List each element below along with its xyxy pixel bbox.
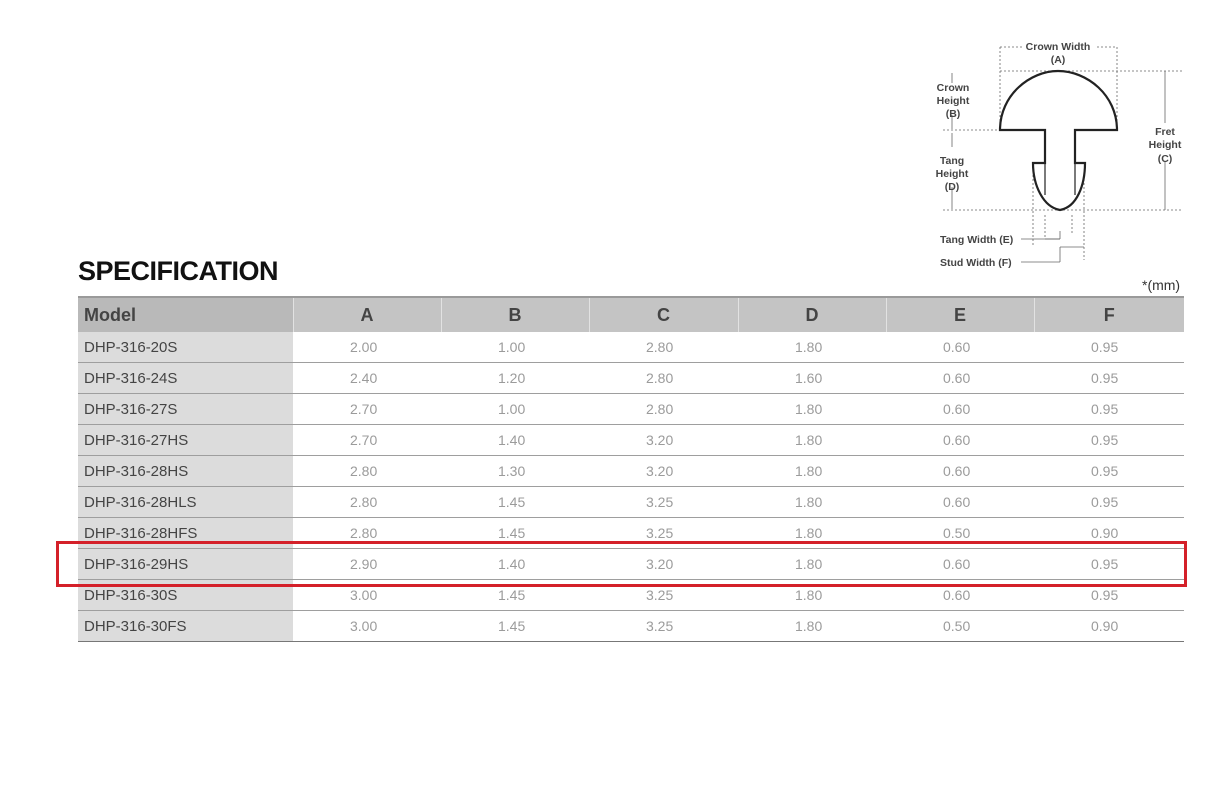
value-cell: 3.25: [589, 487, 738, 518]
fret-height-code: (C): [1157, 153, 1173, 165]
crown-height-label-2: Height: [936, 95, 970, 107]
value-cell: 0.60: [886, 487, 1034, 518]
table-row: [78, 425, 1184, 456]
highlighted-row-outline: [56, 541, 1187, 587]
value-cell: 1.45: [441, 518, 589, 549]
value-cell: 3.20: [589, 425, 738, 456]
crown-width-code: (A): [1050, 54, 1066, 66]
value-cell: 0.95: [1034, 456, 1184, 487]
value-cell: 0.90: [1034, 611, 1184, 642]
model-cell: DHP-316-20S: [78, 332, 293, 363]
value-cell: 0.95: [1034, 487, 1184, 518]
value-cell: 1.80: [738, 394, 886, 425]
value-cell: 1.60: [738, 363, 886, 394]
value-cell: 0.95: [1034, 332, 1184, 363]
model-cell: DHP-316-28HS: [78, 456, 293, 487]
fret-shape: [1000, 71, 1117, 210]
model-cell: DHP-316-30S: [78, 580, 293, 611]
value-cell: 0.60: [886, 332, 1034, 363]
value-cell: 1.45: [441, 487, 589, 518]
value-cell: 1.80: [738, 456, 886, 487]
value-cell: 0.95: [1034, 549, 1184, 580]
value-cell: 3.25: [589, 611, 738, 642]
table-row: [78, 363, 1184, 394]
crown-width-label: Crown Width: [1025, 41, 1091, 53]
model-cell: DHP-316-27HS: [78, 425, 293, 456]
value-cell: 2.70: [293, 394, 441, 425]
value-cell: 1.00: [441, 394, 589, 425]
crown-height-label-1: Crown: [936, 82, 970, 94]
table-row: [78, 611, 1184, 642]
model-cell: DHP-316-29HS: [78, 549, 293, 580]
value-cell: 1.80: [738, 518, 886, 549]
model-cell: DHP-316-28HFS: [78, 518, 293, 549]
value-cell: 0.60: [886, 456, 1034, 487]
value-cell: 1.40: [441, 549, 589, 580]
model-cell: DHP-316-24S: [78, 363, 293, 394]
value-cell: 1.00: [441, 332, 589, 363]
value-cell: 2.00: [293, 332, 441, 363]
header-a: A: [293, 297, 441, 332]
value-cell: 1.80: [738, 487, 886, 518]
value-cell: 3.00: [293, 611, 441, 642]
header-f: F: [1034, 297, 1184, 332]
fret-height-label-1: Fret: [1155, 126, 1175, 138]
value-cell: 2.80: [293, 456, 441, 487]
tang-height-label-2: Height: [935, 168, 969, 180]
value-cell: 0.60: [886, 394, 1034, 425]
value-cell: 0.60: [886, 363, 1034, 394]
model-cell: DHP-316-28HLS: [78, 487, 293, 518]
value-cell: 1.80: [738, 425, 886, 456]
value-cell: 3.20: [589, 549, 738, 580]
value-cell: 0.60: [886, 425, 1034, 456]
value-cell: 2.40: [293, 363, 441, 394]
table-body: [78, 332, 1184, 642]
value-cell: 1.80: [738, 332, 886, 363]
value-cell: 0.95: [1034, 580, 1184, 611]
crown-height-code: (B): [945, 108, 961, 120]
value-cell: 3.25: [589, 518, 738, 549]
value-cell: 0.95: [1034, 394, 1184, 425]
value-cell: 0.95: [1034, 425, 1184, 456]
header-b: B: [441, 297, 589, 332]
value-cell: 3.00: [293, 580, 441, 611]
fret-profile-svg: [925, 35, 1195, 275]
specification-table: [78, 296, 1184, 642]
value-cell: 2.70: [293, 425, 441, 456]
page-title: SPECIFICATION: [78, 256, 279, 286]
value-cell: 2.90: [293, 549, 441, 580]
value-cell: 2.80: [589, 363, 738, 394]
value-cell: 1.20: [441, 363, 589, 394]
value-cell: 0.90: [1034, 518, 1184, 549]
fret-profile-diagram: [925, 35, 1195, 275]
fret-height-label-2: Height: [1148, 139, 1182, 151]
unit-note: *(mm): [1142, 277, 1181, 293]
tang-height-label-1: Tang: [939, 155, 965, 167]
value-cell: 0.95: [1034, 363, 1184, 394]
value-cell: 3.25: [589, 580, 738, 611]
value-cell: 1.45: [441, 611, 589, 642]
table-row: [78, 394, 1184, 425]
value-cell: 1.30: [441, 456, 589, 487]
value-cell: 1.80: [738, 611, 886, 642]
model-cell: DHP-316-27S: [78, 394, 293, 425]
value-cell: 3.20: [589, 456, 738, 487]
value-cell: 0.60: [886, 580, 1034, 611]
table-row: [78, 456, 1184, 487]
value-cell: 1.80: [738, 549, 886, 580]
tang-height-code: (D): [944, 181, 960, 193]
tang-width-label: Tang Width (E): [940, 234, 1014, 246]
header-e: E: [886, 297, 1034, 332]
stud-width-label: Stud Width (F): [940, 257, 1012, 269]
table-row: [78, 332, 1184, 363]
header-c: C: [589, 297, 738, 332]
value-cell: 2.80: [589, 394, 738, 425]
model-cell: DHP-316-30FS: [78, 611, 293, 642]
value-cell: 0.50: [886, 611, 1034, 642]
value-cell: 0.60: [886, 549, 1034, 580]
value-cell: 1.45: [441, 580, 589, 611]
value-cell: 0.50: [886, 518, 1034, 549]
table-header-row: [78, 297, 1184, 332]
value-cell: 1.80: [738, 580, 886, 611]
table-row: [78, 487, 1184, 518]
header-d: D: [738, 297, 886, 332]
header-model: Model: [78, 297, 293, 332]
value-cell: 1.40: [441, 425, 589, 456]
value-cell: 2.80: [293, 518, 441, 549]
value-cell: 2.80: [293, 487, 441, 518]
value-cell: 2.80: [589, 332, 738, 363]
